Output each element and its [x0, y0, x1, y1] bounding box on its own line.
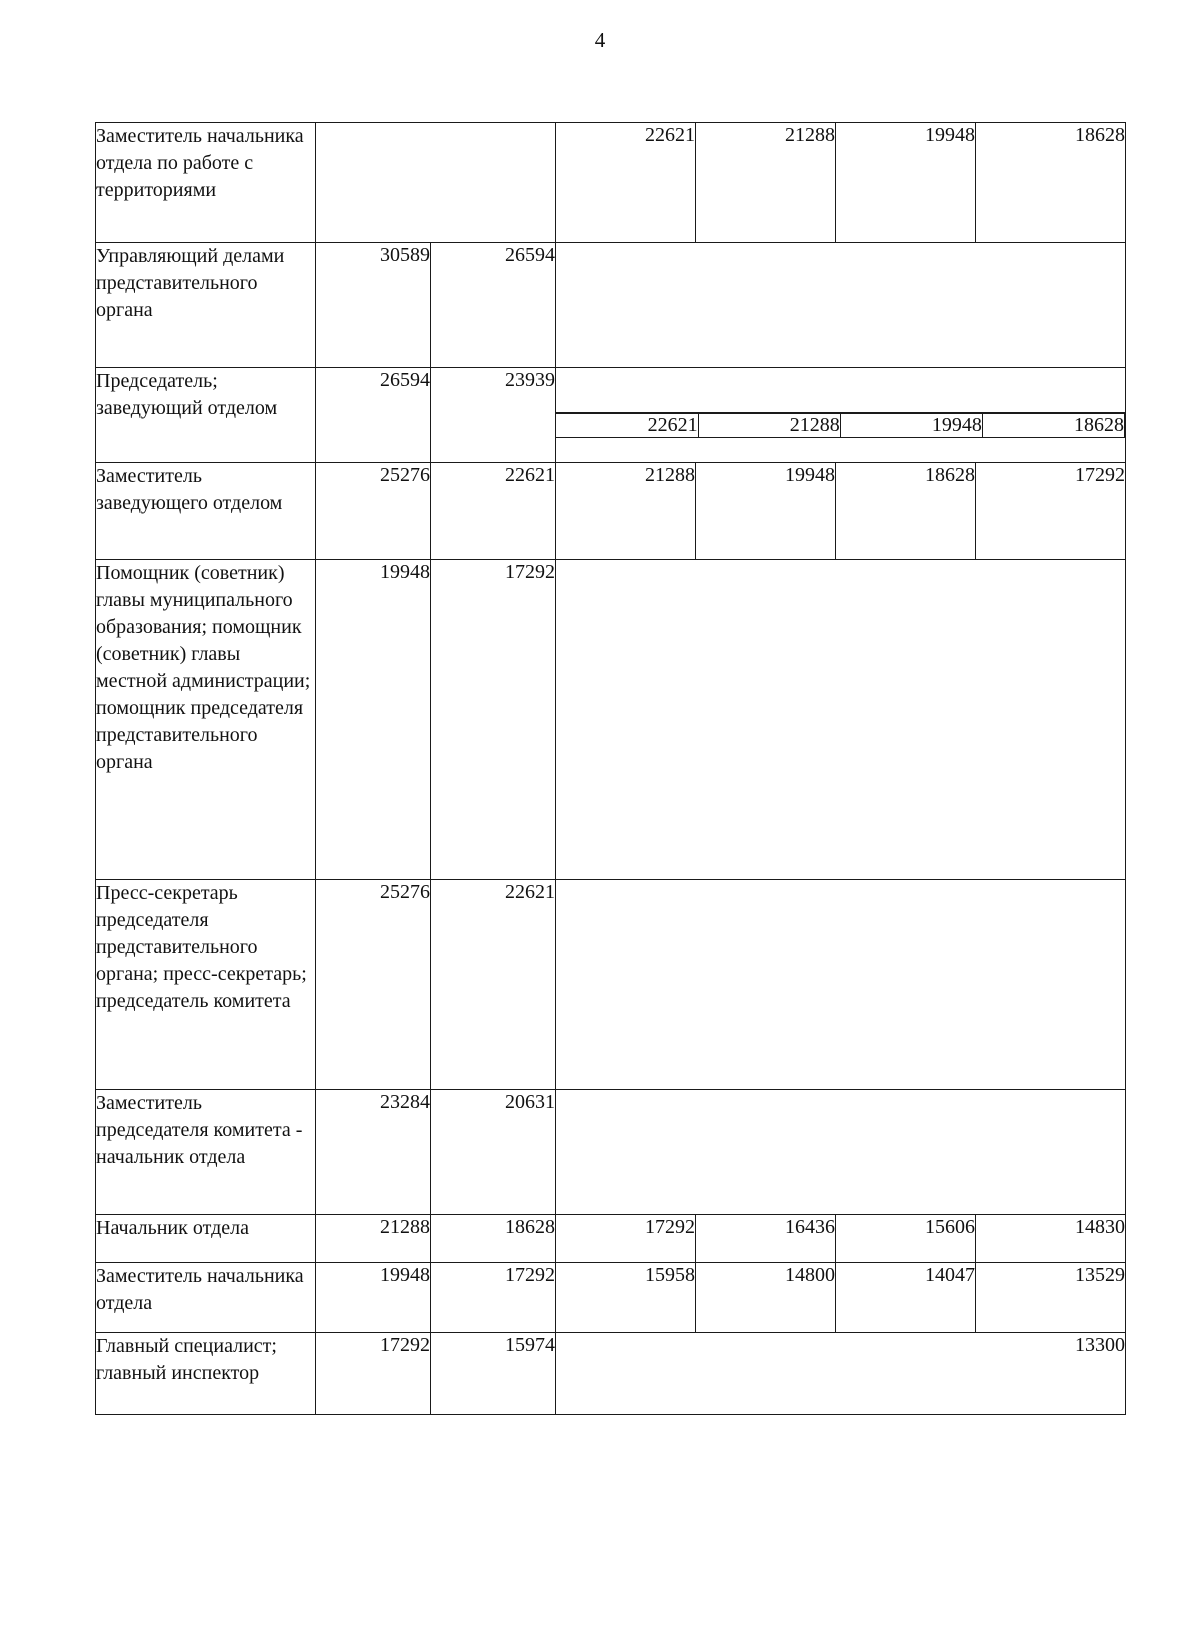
- value-cell: 17292: [431, 560, 556, 880]
- value-cell: 21288: [696, 123, 836, 243]
- value-cell: 17292: [976, 463, 1126, 560]
- empty-cell: [556, 243, 1126, 368]
- value-cell: 21288: [698, 414, 840, 438]
- value-cell: 21288: [556, 463, 696, 560]
- row-label: Заместитель начальника отдела: [96, 1263, 316, 1333]
- value-cell: 21288: [316, 1215, 431, 1263]
- value-cell: 19948: [696, 463, 836, 560]
- empty-cell: [316, 123, 556, 243]
- value-cell: 22621: [431, 880, 556, 1090]
- row-label: Главный специалист; главный инспектор: [96, 1333, 316, 1415]
- table-row: [96, 1263, 1126, 1333]
- value-cell: 19948: [836, 123, 976, 243]
- value-cell: 15974: [431, 1333, 556, 1415]
- value-cell: 15606: [836, 1215, 976, 1263]
- value-cell: 25276: [316, 463, 431, 560]
- value-cell: 14800: [696, 1263, 836, 1333]
- table-row: [96, 463, 1126, 560]
- value-cell: 14047: [836, 1263, 976, 1333]
- value-cell: 22621: [556, 414, 698, 438]
- value-cell: 18628: [982, 414, 1124, 438]
- value-cell: 19948: [316, 1263, 431, 1333]
- value-cell: 13300: [556, 1333, 1126, 1415]
- page-number: 4: [594, 28, 606, 52]
- row-label: Начальник отдела: [96, 1215, 316, 1263]
- value-cell: 22621: [431, 463, 556, 560]
- row-label: Заместитель председателя комитета - начальник отдела: [96, 1090, 316, 1215]
- value-cell: 19948: [840, 414, 982, 438]
- value-cell: 14830: [976, 1215, 1126, 1263]
- row-label: Заместитель начальника отдела по работе с территориями: [96, 123, 316, 243]
- empty-subcell: [556, 368, 1125, 413]
- row-label: Управляющий делами представительного органа: [96, 243, 316, 368]
- table-row: [96, 1333, 1126, 1415]
- row-label: Пресс-секретарь председателя представительного органа; пресс-секретарь; председатель комитета: [96, 880, 316, 1090]
- split-cell: [556, 368, 1126, 463]
- value-cell: 17292: [316, 1333, 431, 1415]
- table-row: [96, 123, 1126, 243]
- value-cell: 18628: [976, 123, 1126, 243]
- table-row: [96, 1090, 1126, 1215]
- subvalues: [556, 413, 1125, 438]
- value-cell: 26594: [316, 368, 431, 463]
- value-cell: 30589: [316, 243, 431, 368]
- table-row: [96, 368, 1126, 463]
- value-cell: 15958: [556, 1263, 696, 1333]
- value-cell: 18628: [431, 1215, 556, 1263]
- value-cell: 18628: [836, 463, 976, 560]
- value-cell: 20631: [431, 1090, 556, 1215]
- value-cell: 16436: [696, 1215, 836, 1263]
- table-row: [96, 243, 1126, 368]
- value-cell: 23284: [316, 1090, 431, 1215]
- value-cell: 17292: [431, 1263, 556, 1333]
- value-cell: 23939: [431, 368, 556, 463]
- value-cell: 26594: [431, 243, 556, 368]
- empty-cell: [556, 1090, 1126, 1215]
- value-cell: 19948: [316, 560, 431, 880]
- row-label: Заместитель заведующего отделом: [96, 463, 316, 560]
- salary-table: [95, 122, 1126, 1415]
- empty-cell: [556, 880, 1126, 1090]
- empty-cell: [556, 560, 1126, 880]
- table-row: [96, 880, 1126, 1090]
- value-cell: 13529: [976, 1263, 1126, 1333]
- table-row: [96, 1215, 1126, 1263]
- row-label: Помощник (советник) главы муниципального образования; помощник (советник) главы местной администрации; помощник председателя представительного органа: [96, 560, 316, 880]
- value-cell: 17292: [556, 1215, 696, 1263]
- value-cell: 25276: [316, 880, 431, 1090]
- table-row: [96, 560, 1126, 880]
- row-label: Председатель; заведующий отделом: [96, 368, 316, 463]
- value-cell: 22621: [556, 123, 696, 243]
